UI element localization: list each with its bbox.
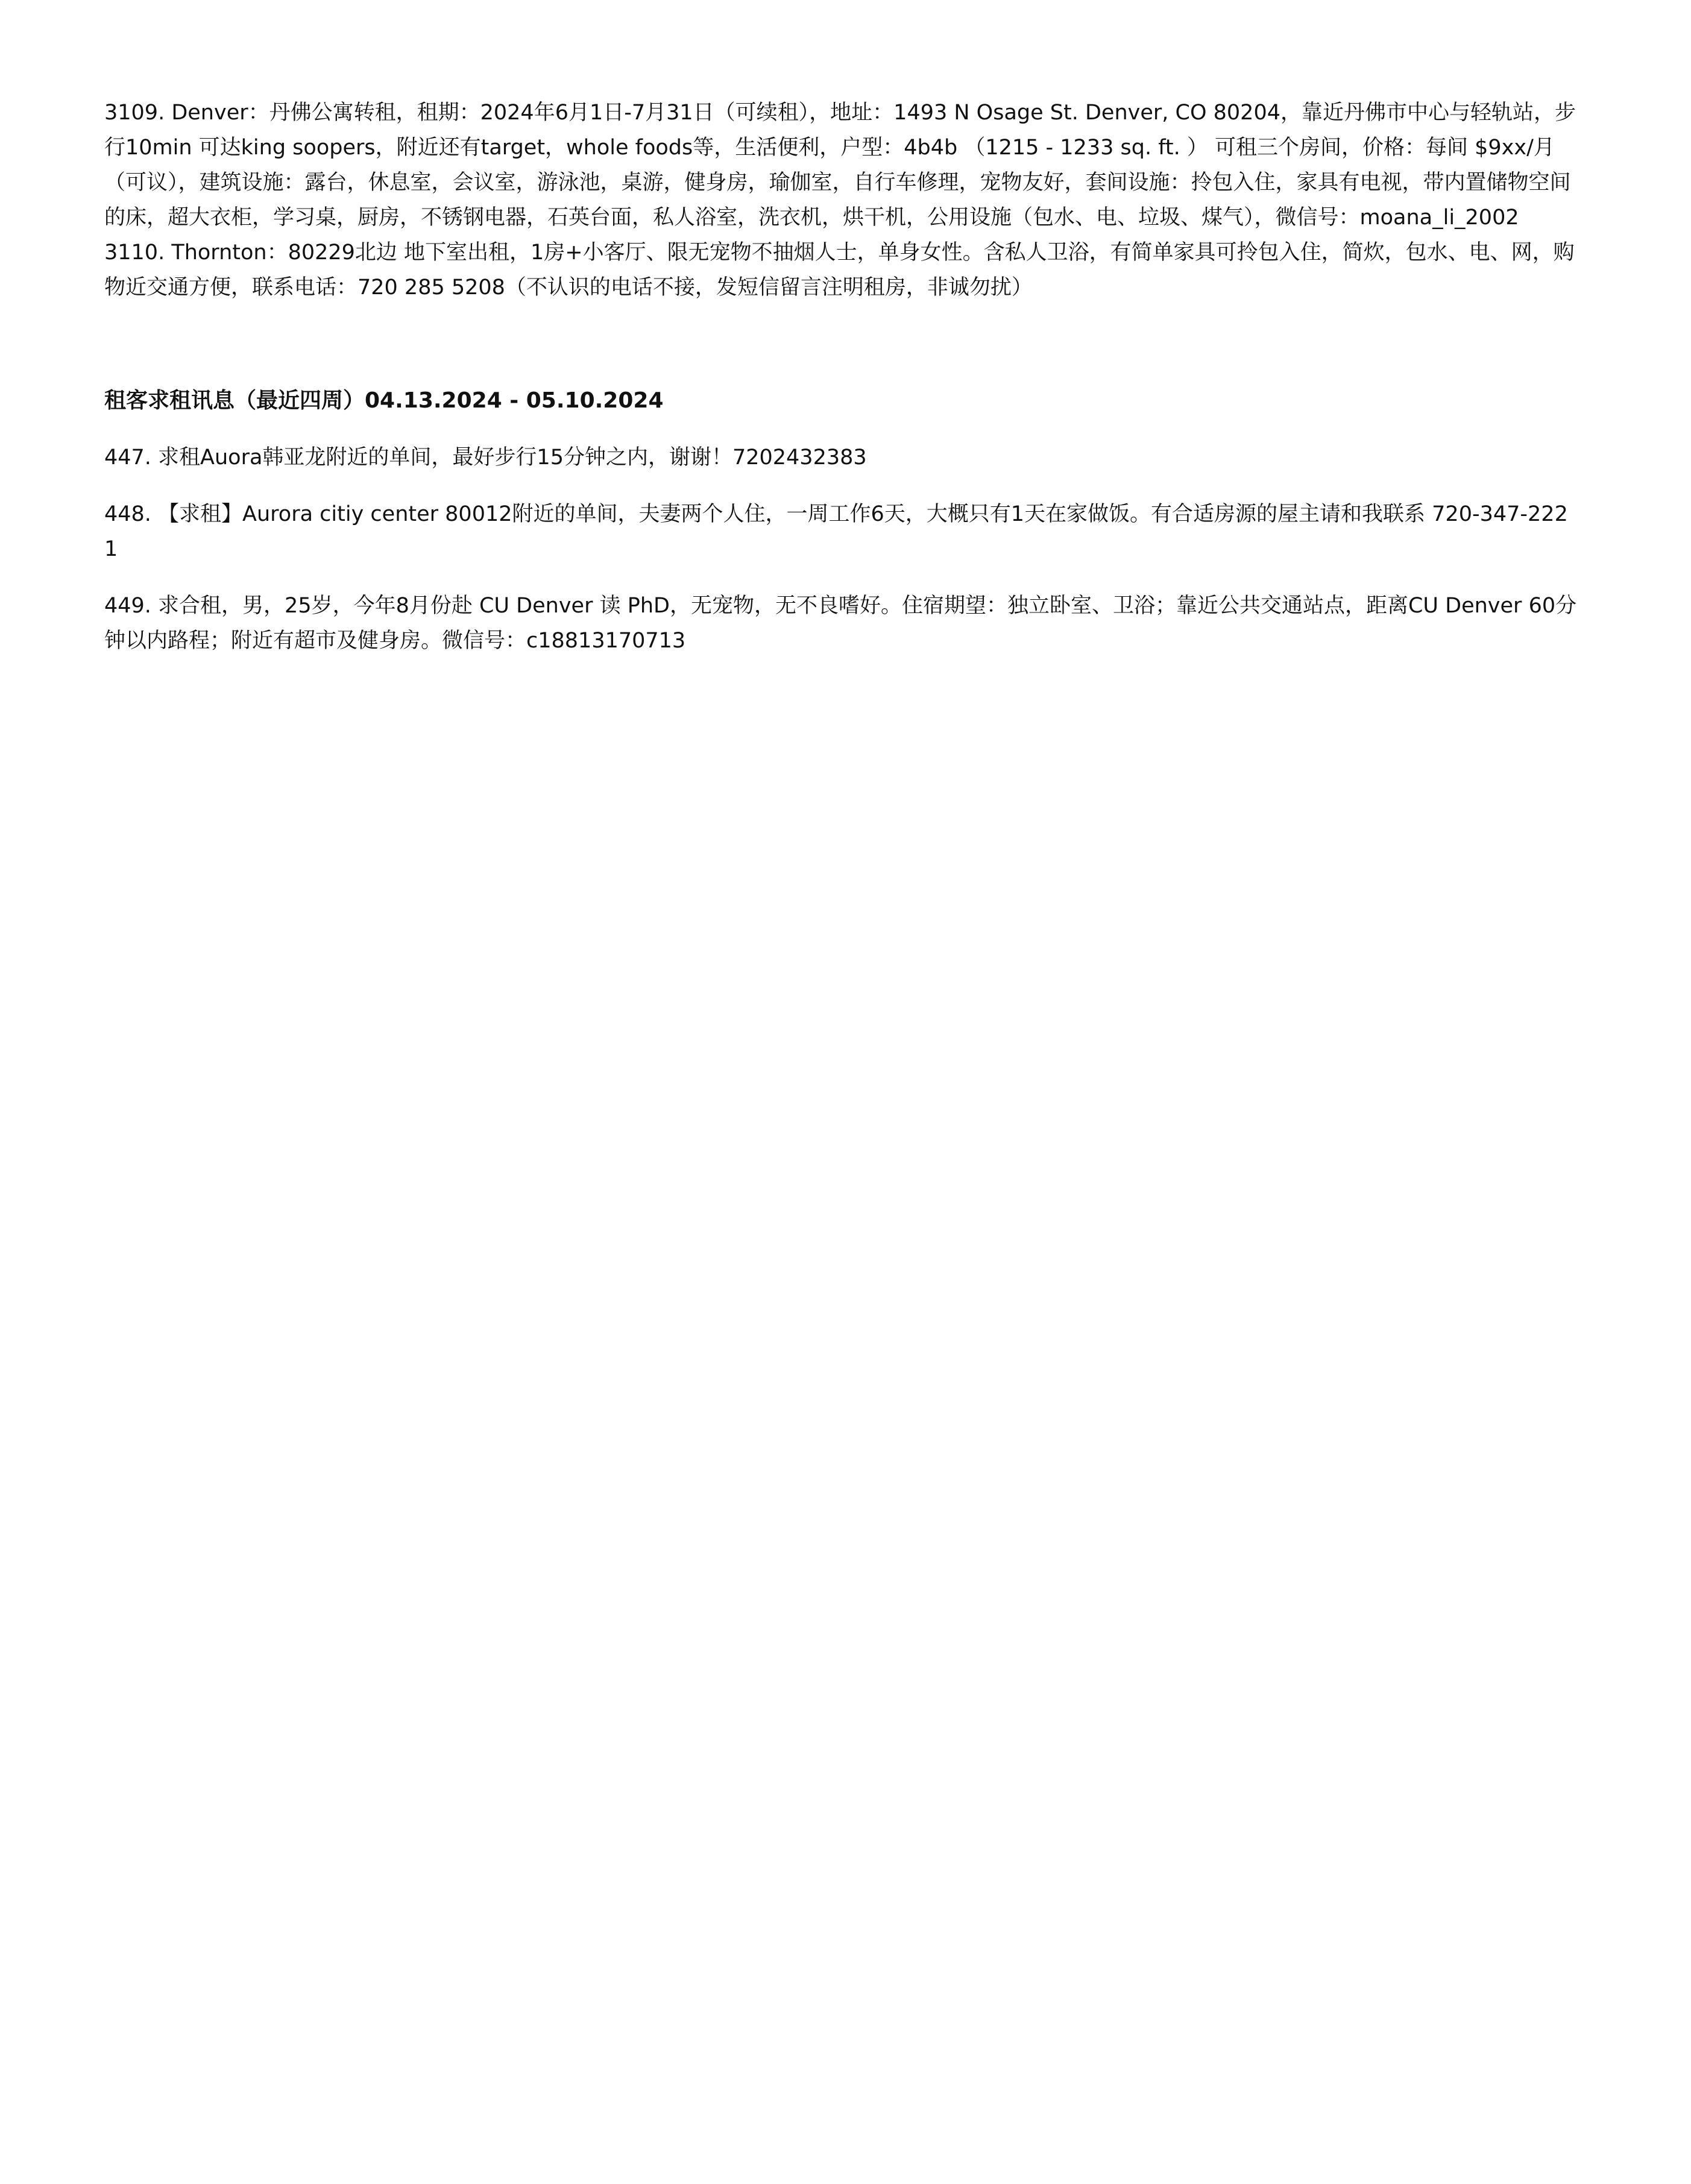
request-447: 447. 求租Auora韩亚龙附近的单间，最好步行15分钟之内，谢谢！7202432383 [104,445,867,470]
document-page [104,95,1578,680]
request-448: 448. 【求租】Aurora citiy center 80012附近的单间，夫妻两个人住，一周工作6天，大概只有1天在家做饭。有合适房源的屋主请和我联系 720-347-2221 [104,502,1568,561]
listing-3109: 3109. Denver：丹佛公寓转租，租期：2024年6月1日-7月31日（可续租），地址：1493 N Osage St. Denver, CO 80204，靠近丹佛市中心与轻轨站，步行10min 可达king soopers，附近还有target，whole foods等，生活便利，户型：4b4b （1215 - 1233 sq. ft. ） 可租三个房间，价格：每间 $9xx/月（可议），建筑设施：露台，休息室，会议室，游泳池，桌游，健身房，瑜伽室，自行车修理，宠物友好，套间设施：拎包入住，家具有电视，带内置储物空间的床，超大衣柜，学习桌，厨房，不锈钢电器，石英台面，私人浴室，洗衣机，烘干机，公用设施（包水、电、垃圾、煤气），微信号：moana_li_2002 [104,101,1576,230]
listing-3110: 3110. Thornton：80229北边 地下室出租，1房+小客厅、限无宠物不抽烟人士，单身女性。含私人卫浴，有简单家具可拎包入住，简炊，包水、电、网，购物近交通方便，联系电话：720 285 5208（不认识的电话不接，发短信留言注明租房，非诚勿扰） [104,241,1575,300]
requests-section-title: 租客求租讯息（最近四周）04.13.2024 - 05.10.2024 [104,388,664,413]
request-449: 449. 求合租，男，25岁，今年8月份赴 CU Denver 读 PhD，无宠物，无不良嗜好。住宿期望：独立卧室、卫浴；靠近公共交通站点，距离CU Denver 60分钟以内路程；附近有超市及健身房。微信号：c18813170713 [104,594,1577,653]
section-spacer [104,305,1578,383]
